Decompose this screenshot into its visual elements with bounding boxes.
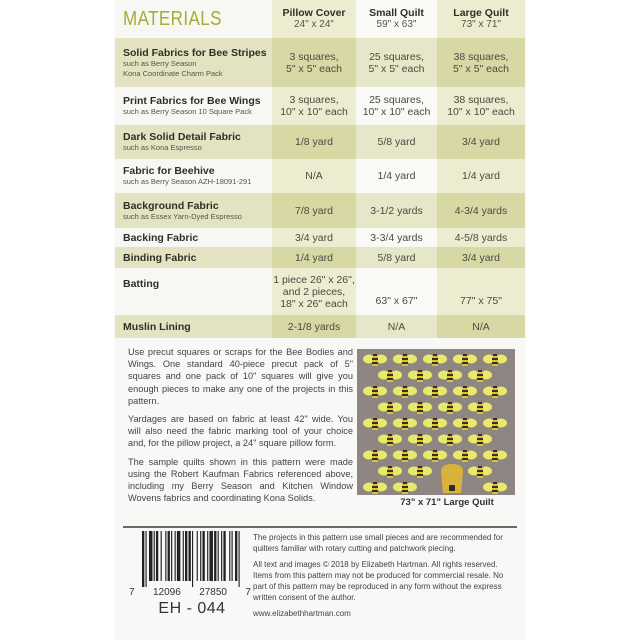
table-cell: 3/4 yard bbox=[437, 125, 525, 159]
notes-text bbox=[128, 346, 353, 510]
bee-icon bbox=[438, 433, 462, 447]
bee-icon bbox=[408, 401, 432, 415]
table-cell: 4-5/8 yards bbox=[437, 228, 525, 247]
table-cell: 1/4 yard bbox=[437, 159, 525, 193]
bee-icon bbox=[483, 385, 507, 399]
table-cell: 5/8 yard bbox=[356, 125, 437, 159]
row-label bbox=[115, 268, 272, 315]
bee-icon bbox=[453, 417, 477, 431]
table-cell: 63" x 67" bbox=[356, 268, 437, 315]
bee-icon bbox=[483, 353, 507, 367]
notes-paragraph: Yardages are based on fabric at least 42" wide. You will also need the fabric marking tool of your choice and, for the pillow project, a 24" square pillow form. bbox=[128, 414, 353, 449]
table-cell: 1/4 yard bbox=[272, 247, 356, 268]
table-row bbox=[115, 38, 525, 87]
column-title: Small Quilt bbox=[369, 7, 424, 19]
footer-paragraph: All text and images © 2018 by Elizabeth Hartman. All rights reserved. Items from this pattern may not be produced for commercial resale. No part of this pattern may be reproduced in any form without the express written consent of the author. bbox=[253, 560, 504, 602]
quilt-image bbox=[357, 349, 515, 495]
table-row bbox=[115, 159, 525, 193]
bee-icon bbox=[453, 385, 477, 399]
column-header-pillow bbox=[272, 0, 356, 38]
bee-icon bbox=[393, 481, 417, 495]
table-cell: 5/8 yard bbox=[356, 247, 437, 268]
table-cell: 2-1/8 yards bbox=[272, 315, 356, 338]
table-row bbox=[115, 87, 525, 125]
row-label-sub: such as Berry Season 10 Square Pack bbox=[123, 107, 252, 116]
table-row bbox=[115, 247, 525, 268]
row-label-main: Muslin Lining bbox=[123, 320, 191, 333]
row-label-sub: such as Kona Espresso bbox=[123, 143, 202, 152]
footer-text bbox=[253, 532, 519, 624]
table-cell: 1 piece 26" x 26", and 2 pieces, 18" x 26" each bbox=[272, 268, 356, 315]
bee-icon bbox=[453, 449, 477, 463]
bee-icon bbox=[378, 465, 402, 479]
bee-icon bbox=[393, 449, 417, 463]
footer-paragraph: The projects in this pattern use small pieces and are recommended for quilters familiar with rotary cutting and patchwork piecing. bbox=[253, 533, 503, 553]
bee-icon bbox=[393, 385, 417, 399]
row-label bbox=[115, 315, 272, 338]
row-label bbox=[115, 38, 272, 87]
bee-icon bbox=[378, 369, 402, 383]
row-label-main: Batting bbox=[123, 278, 160, 290]
bee-icon bbox=[393, 353, 417, 367]
table-row bbox=[115, 315, 525, 338]
bee-icon bbox=[483, 417, 507, 431]
table-cell: 1/4 yard bbox=[356, 159, 437, 193]
column-title: Pillow Cover bbox=[282, 7, 346, 19]
row-label-sub: such as Berry Season AZH-18091-291 bbox=[123, 177, 252, 186]
row-label-main: Solid Fabrics for Bee Stripes bbox=[123, 46, 267, 59]
quilt-caption: 73" x 71" Large Quilt bbox=[400, 497, 494, 508]
materials-heading: MATERIALS bbox=[123, 8, 222, 30]
column-header-large-quilt bbox=[437, 0, 525, 38]
row-label-main: Print Fabrics for Bee Wings bbox=[123, 95, 261, 107]
row-label bbox=[115, 193, 272, 228]
table-cell: 38 squares, 10" x 10" each bbox=[437, 87, 525, 125]
table-cell: 3 squares, 5" x 5" each bbox=[272, 38, 356, 87]
table-row bbox=[115, 193, 525, 228]
table-cell: 7/8 yard bbox=[272, 193, 356, 228]
row-label-main: Binding Fabric bbox=[123, 251, 197, 264]
column-header-small-quilt bbox=[356, 0, 437, 38]
bee-icon bbox=[453, 353, 477, 367]
row-label-sub: such as Essex Yarn-Dyed Espresso bbox=[123, 211, 242, 221]
bee-icon bbox=[438, 369, 462, 383]
bee-icon bbox=[363, 385, 387, 399]
column-title: Large Quilt bbox=[453, 7, 509, 19]
row-label bbox=[115, 87, 272, 125]
row-label-sub: such as Berry Season bbox=[123, 58, 197, 68]
table-cell: 3 squares, 10" x 10" each bbox=[272, 87, 356, 125]
bee-icon bbox=[468, 369, 492, 383]
table-cell: N/A bbox=[356, 315, 437, 338]
column-size: 24" x 24" bbox=[294, 19, 334, 30]
row-label-main: Background Fabric bbox=[123, 199, 219, 212]
bee-icon bbox=[408, 465, 432, 479]
website-link[interactable]: www.elizabethhartman.com bbox=[253, 609, 351, 618]
bee-icon bbox=[363, 481, 387, 495]
bee-icon bbox=[438, 401, 462, 415]
bee-icon bbox=[363, 353, 387, 367]
row-label-sub: Kona Coordinate Charm Pack bbox=[123, 68, 223, 78]
bee-icon bbox=[378, 433, 402, 447]
table-cell: N/A bbox=[272, 159, 356, 193]
bee-icon bbox=[483, 481, 507, 495]
table-cell: 77" x 75" bbox=[437, 268, 525, 315]
bee-icon bbox=[468, 433, 492, 447]
barcode-icon bbox=[142, 531, 242, 587]
table-cell: 3/4 yard bbox=[272, 228, 356, 247]
bee-icon bbox=[408, 433, 432, 447]
materials-heading-cell bbox=[115, 0, 272, 38]
table-row bbox=[115, 228, 525, 247]
beehive-icon bbox=[435, 463, 469, 498]
table-cell: 3/4 yard bbox=[437, 247, 525, 268]
bee-icon bbox=[468, 465, 492, 479]
table-cell: 38 squares, 5" x 5" each bbox=[437, 38, 525, 87]
divider bbox=[123, 526, 517, 528]
barcode-digits: 7 12096 27850 7 bbox=[129, 587, 251, 598]
bee-icon bbox=[378, 401, 402, 415]
row-label bbox=[115, 228, 272, 247]
row-label-main: Fabric for Beehive bbox=[123, 165, 215, 177]
bee-icon bbox=[408, 369, 432, 383]
row-label bbox=[115, 159, 272, 193]
row-label-main: Backing Fabric bbox=[123, 231, 199, 244]
notes-paragraph: Use precut squares or scraps for the Bee Bodies and Wings. One standard 40-piece precut pack of 5" squares and one pack of 10" squares will give you enough pieces to make any one of the projects in this pattern. bbox=[128, 347, 353, 406]
table-cell: 25 squares, 10" x 10" each bbox=[356, 87, 437, 125]
bee-icon bbox=[423, 449, 447, 463]
bee-icon bbox=[483, 449, 507, 463]
pattern-back-cover bbox=[115, 0, 525, 640]
bee-icon bbox=[468, 401, 492, 415]
column-size: 73" x 71" bbox=[461, 19, 501, 30]
row-label bbox=[115, 247, 272, 268]
table-cell: 25 squares, 5" x 5" each bbox=[356, 38, 437, 87]
bee-icon bbox=[423, 353, 447, 367]
bee-icon bbox=[423, 385, 447, 399]
table-header bbox=[115, 0, 525, 38]
table-cell: 3-3/4 yards bbox=[356, 228, 437, 247]
notes-paragraph: The sample quilts shown in this pattern were made using the Robert Kaufman Fabrics referenced above, including my Berry Season and Kitchen Window Wovens fabrics and coordinating Kona Solids. bbox=[128, 456, 353, 504]
column-size: 59" x 63" bbox=[376, 19, 417, 30]
table-row bbox=[115, 125, 525, 159]
table-cell: N/A bbox=[437, 315, 525, 338]
table-row bbox=[115, 268, 525, 315]
row-label-main: Dark Solid Detail Fabric bbox=[123, 131, 241, 143]
row-label bbox=[115, 125, 272, 159]
bee-icon bbox=[423, 417, 447, 431]
table-cell: 3-1/2 yards bbox=[356, 193, 437, 228]
bee-icon bbox=[393, 417, 417, 431]
table-cell: 1/8 yard bbox=[272, 125, 356, 159]
bee-icon bbox=[363, 417, 387, 431]
table-cell: 4-3/4 yards bbox=[437, 193, 525, 228]
bee-icon bbox=[363, 449, 387, 463]
pattern-sku: EH - 044 bbox=[158, 600, 226, 617]
